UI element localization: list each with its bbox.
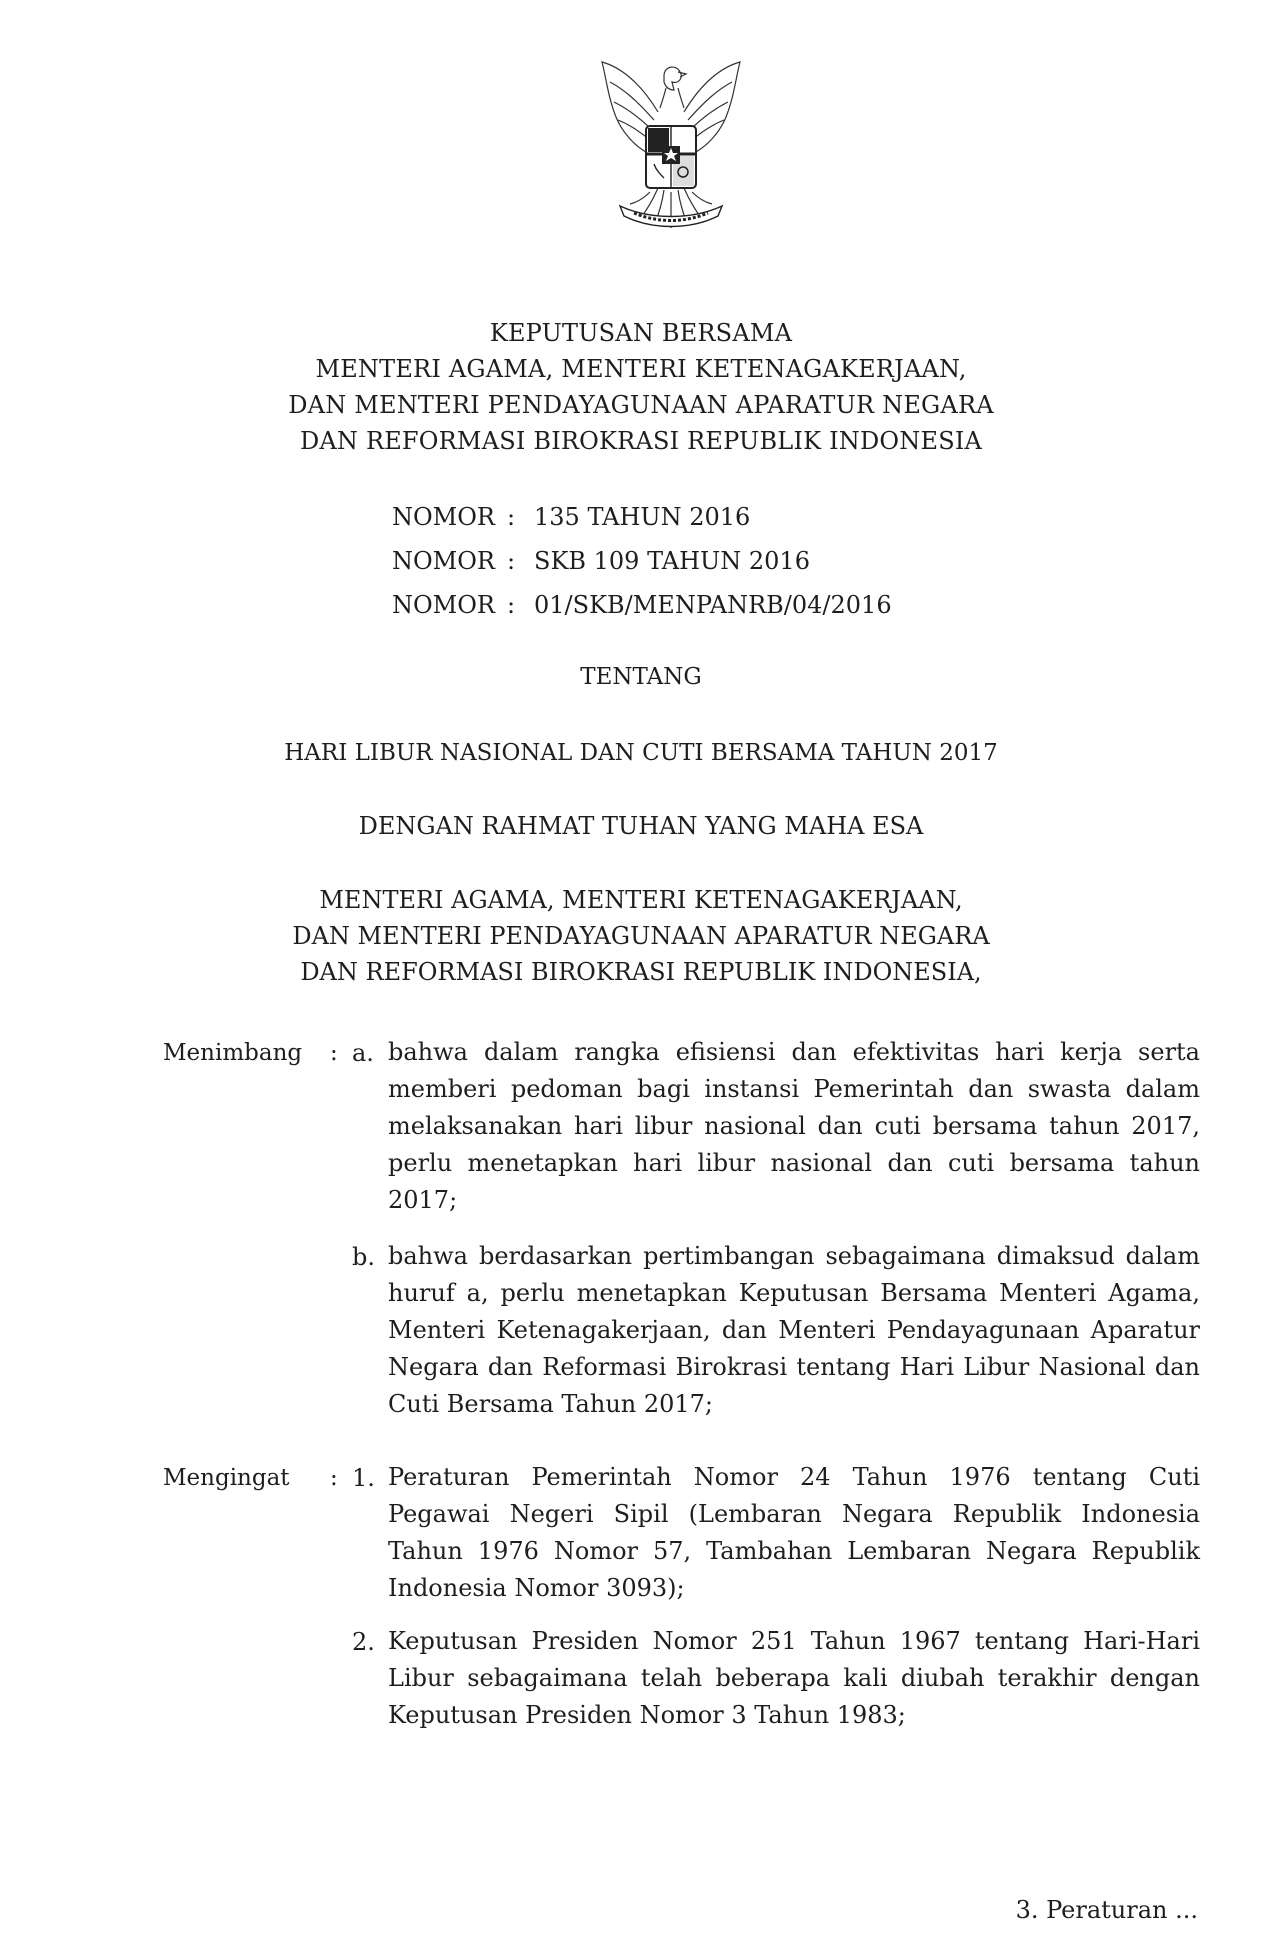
mengingat-marker-1: 1.: [352, 1464, 375, 1492]
menimbang-colon: :: [330, 1040, 338, 1066]
menimbang-marker-b: b.: [352, 1243, 375, 1271]
mengingat-label: Mengingat: [163, 1465, 290, 1491]
mengingat-item-1: Peraturan Pemerintah Nomor 24 Tahun 1976 tentang Cuti Pegawai Negeri Sipil (Lembaran Negara Republik Indonesia Tahun 1976 Nomor 57, Tambahan Lembaran Negara Republik Indonesia Nomor 3093);: [388, 1463, 1200, 1602]
mengingat-item-2: Keputusan Presiden Nomor 251 Tahun 1967 tentang Hari-Hari Libur sebagaimana telah beberapa kali diubah terakhir dengan Keputusan Presiden Nomor 3 Tahun 1983;: [388, 1627, 1200, 1729]
rahmat-line: DENGAN RAHMAT TUHAN YANG MAHA ESA: [358, 812, 924, 840]
menimbang-item-b: bahwa berdasarkan pertimbangan sebagaimana dimaksud dalam huruf a, perlu menetapkan Keputusan Bersama Menteri Agama, Menteri Ketenagakerjaan, dan Menteri Pendayagunaan Aparatur Negara dan Reformasi Birokrasi tentang Hari Libur Nasional dan Cuti Bersama Tahun 2017;: [388, 1242, 1200, 1418]
menimbang-item-a: bahwa dalam rangka efisiensi dan efektivitas hari kerja serta memberi pedoman bagi instansi Pemerintah dan swasta dalam melaksanakan hari libur nasional dan cuti bersama tahun 2017, perlu menetapkan hari libur nasional dan cuti bersama tahun 2017;: [388, 1038, 1200, 1214]
menimbang-marker-a: a.: [352, 1039, 374, 1067]
nomor-colon: :: [507, 503, 516, 531]
decree-title: [0, 315, 1282, 459]
menimbang-label: Menimbang: [163, 1040, 303, 1066]
ministers-line: DAN REFORMASI BIROKRASI REPUBLIK INDONESIA,: [300, 958, 982, 986]
nomor-colon: :: [507, 547, 516, 575]
tentang-heading: TENTANG: [580, 664, 702, 690]
nomor-label: NOMOR: [392, 547, 495, 575]
decree-numbers: [392, 503, 892, 635]
nomor-label: NOMOR: [392, 591, 495, 619]
nomor-row: [392, 547, 892, 591]
title-line: KEPUTUSAN BERSAMA: [489, 319, 793, 347]
decree-subject: HARI LIBUR NASIONAL DAN CUTI BERSAMA TAHUN 2017: [284, 740, 998, 766]
title-line: MENTERI AGAMA, MENTERI KETENAGAKERJAAN,: [315, 355, 967, 383]
garuda-emblem-icon: [580, 42, 762, 242]
nomor-colon: :: [507, 591, 516, 619]
nomor-row: [392, 503, 892, 547]
ministers-block: [0, 882, 1282, 990]
ministers-line: DAN MENTERI PENDAYAGUNAAN APARATUR NEGARA: [292, 922, 990, 950]
nomor-label: NOMOR: [392, 503, 495, 531]
mengingat-marker-2: 2.: [352, 1628, 375, 1656]
title-line: DAN MENTERI PENDAYAGUNAAN APARATUR NEGARA: [288, 391, 994, 419]
nomor-row: [392, 591, 892, 635]
ministers-line: MENTERI AGAMA, MENTERI KETENAGAKERJAAN,: [319, 886, 963, 914]
nomor-value: 01/SKB/MENPANRB/04/2016: [534, 591, 892, 619]
mengingat-colon: :: [330, 1465, 338, 1491]
nomor-value: 135 TAHUN 2016: [534, 503, 751, 531]
title-line: DAN REFORMASI BIROKRASI REPUBLIK INDONESIA: [299, 427, 983, 455]
nomor-value: SKB 109 TAHUN 2016: [534, 547, 810, 575]
continuation-note: 3. Peraturan ...: [1015, 1896, 1198, 1924]
